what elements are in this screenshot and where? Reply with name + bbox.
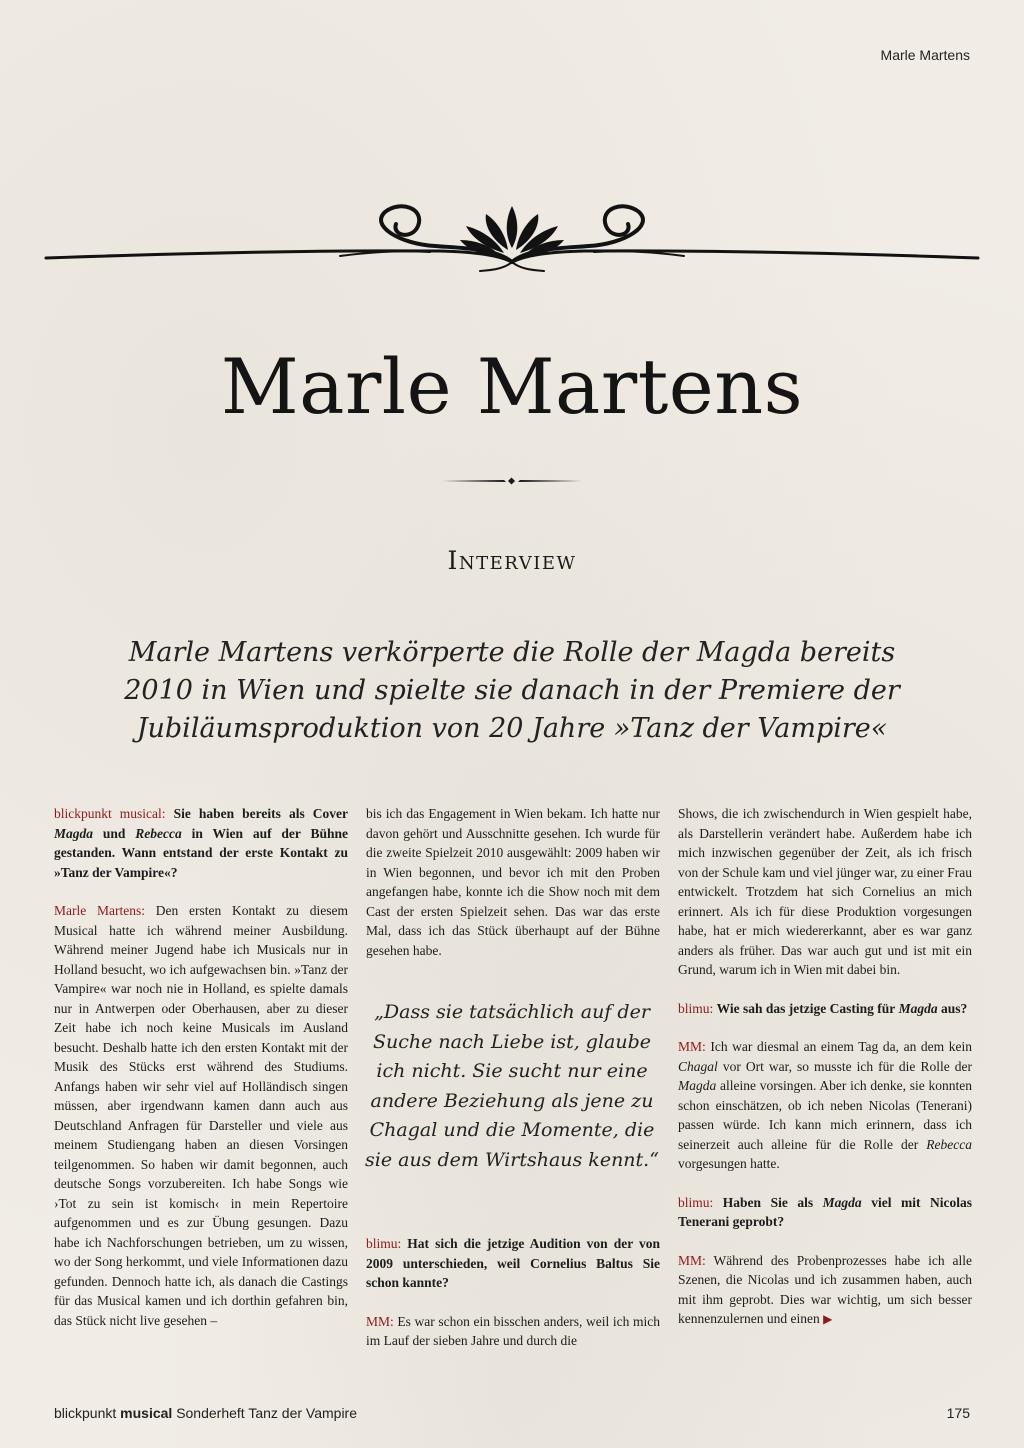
section-kicker: Interview	[447, 546, 577, 575]
answer-1: Marle Martens: Den ersten Kontakt zu diesem Musical hatte ich während meiner Ausbildung. Während meiner Jugend habe ich Musicals nur in Holland besucht, wo ich aufgewachsen bin. »Tanz der Vampire« war noch nie in Holland, es spielte damals nur in Antwerpen oder Oberhausen, aber zu dieser Zeit habe ich noch keine Musicals im Ausland besucht. Deshalb hatte ich den ersten Kontakt mit der Musik des Stücks erst während des Studiums. Anfangs haben wir sehr viel auf Holländisch singen müssen, aber irgendwann kamen dann auch aus Deutschland Anfragen für Darsteller und viele aus meinem Studiengang haben an diesen Vorsingen teilgenommen. So haben wir damit begonnen, auch deutsche Songs vorzubereiten. Ich habe Songs wie ›Tot zu sein ist komisch‹ in mein Repertoire aufgenommen und es zur Übung gesungen. Dazu habe ich Nachforschungen betrieben, um zu wissen, wo der Song herkommt, und viele Informationen dazu gefunden. Dennoch hatte ich, als danach die Castings für das Musical kamen und ich dorthin gefahren bin, das Stück nicht live gesehen –	[54, 903, 348, 1328]
question-4: blimu: Haben Sie als Magda viel mit Nicolas Tenerani geprobt?	[678, 1194, 972, 1229]
divider-ornament-icon	[440, 474, 584, 488]
footer	[54, 1405, 357, 1421]
answer-2-continued: Shows, die ich zwischendurch in Wien gespielt habe, als Darstellerin verändert habe. Außerdem habe ich mich inzwischen gegenüber der Zeit, als ich frisch von der Schule kam und viel jünger war, zu einer Frau entwickelt. Trotzdem hat sich Cornelius an mich erinnert. Als ich für diese Produktion vorgesungen habe, hat er mich wiedererkannt, aber es war ganz anders als früher. Das war auch gut und ist mit ein Grund, warum ich in Wien mit dabei bin.	[678, 806, 972, 977]
pull-quote: „Dass sie tatsächlich auf der Suche nach Liebe ist, glaube ich nicht. Sie sucht nur eine andere Beziehung als jene zu Chagal und die Momente, die sie aus dem Wirtshaus kennt.“	[365, 1001, 659, 1171]
answer-4: MM: Während des Probenprozesses habe ich alle Szenen, die Nicolas und ich zusammen haben, auch mit ihm geprobt. Dies war wichtig, um sich besser kennenzulernen und einen ▶	[678, 1252, 972, 1326]
speaker-label: blimu:	[366, 1236, 402, 1251]
flourish-ornament-icon	[40, 196, 984, 286]
column-2-lower	[366, 1234, 660, 1370]
lead-paragraph: Marle Martens verkörperte die Rolle der Magda bereits 2010 in Wien und spielte sie danach in der Premiere der Jubiläumsproduktion von 20 Jahre »Tanz der Vampire«	[124, 637, 900, 744]
footer-brand: blickpunkt	[54, 1405, 117, 1421]
continue-arrow-icon: ▶	[823, 1312, 833, 1326]
answer-3: MM: Ich war diesmal an einem Tag da, an dem kein Chagal vor Ort war, so musste ich für die Rolle der Magda alleine vorsingen. Aber ich denke, sie konnten schon einschätzen, ob ich neben Nicolas (Tenerani) passen würde. Ich kann mich erinnern, dass ich seinerzeit auch alleine für die Rolle der Rebecca vorgesungen hatte.	[678, 1039, 973, 1171]
speaker-label: blimu:	[678, 1194, 714, 1210]
article-title: Marle Martens	[220, 342, 804, 431]
footer-brand-bold: musical	[120, 1405, 173, 1421]
footer-issue: Sonderheft Tanz der Vampire	[176, 1405, 357, 1421]
answer-1-continued: bis ich das Engagement in Wien bekam. Ich hatte nur davon gehört und Ausschnitte gesehen. Ich wurde für die zweite Spielzeit 2010 ausgewählt: 2009 haben wir in Wien begonnen, und bevor ich mit den Proben angefangen habe, konnte ich die Show noch mit dem Cast der ersten Spielzeit sehen. Das war das erste Mal, dass ich das Stück überhaupt auf der Bühne gesehen habe.	[366, 806, 660, 958]
speaker-label: blimu:	[678, 1000, 714, 1016]
column-1	[54, 804, 348, 1349]
column-3	[678, 804, 972, 1349]
speaker-label: MM:	[678, 1039, 706, 1054]
question-1: blickpunkt musical: Sie haben bereits als Cover Magda und Rebecca in Wien auf der Bühne gestanden. Wann entstand der erste Kontakt zu »Tanz der Vampire«?	[54, 806, 349, 880]
question-2: blimu: Hat sich die jetzige Audition von der von 2009 unterschieden, weil Cornelius Baltus Sie schon kannte?	[366, 1236, 660, 1290]
column-2	[366, 804, 660, 979]
speaker-label: MM:	[678, 1252, 706, 1268]
question-3: blimu: Wie sah das jetzige Casting für Magda aus?	[678, 1000, 968, 1016]
speaker-label: MM:	[366, 1313, 394, 1329]
page-number: 175	[946, 1405, 970, 1421]
running-head: Marle Martens	[880, 47, 970, 63]
speaker-label: blickpunkt musical:	[54, 806, 166, 821]
answer-2: MM: Es war schon ein bisschen anders, weil ich mich im Lauf der sieben Jahre und durch die	[366, 1313, 661, 1348]
speaker-label: Marle Martens:	[54, 903, 145, 918]
